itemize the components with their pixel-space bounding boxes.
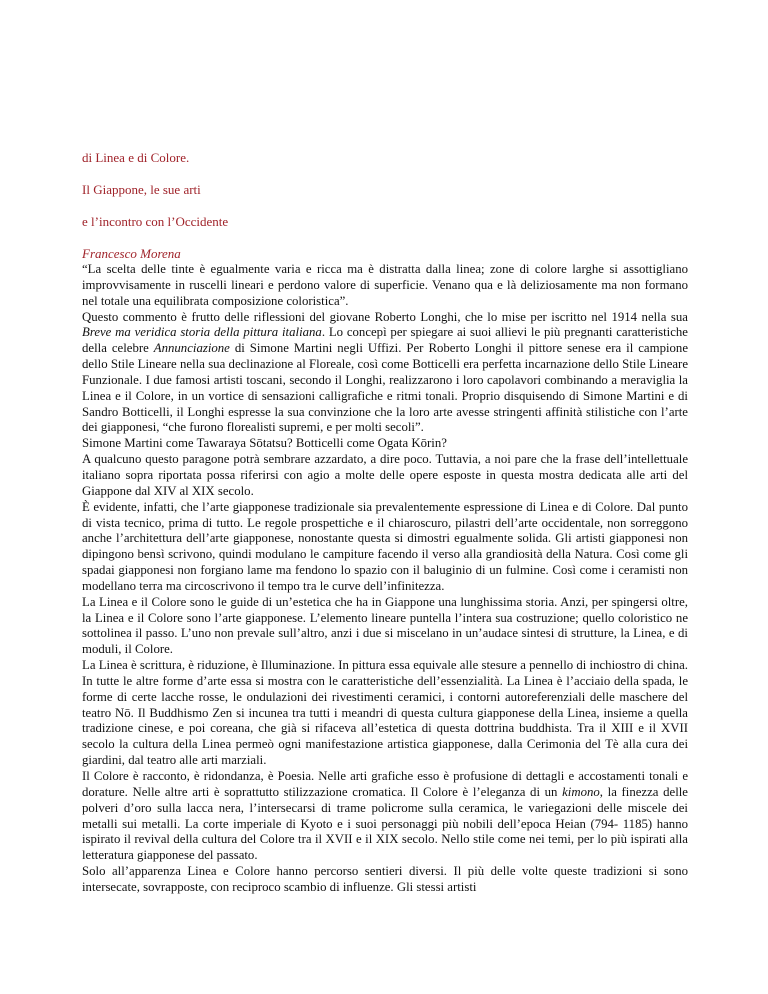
text-run: Solo all’apparenza Linea e Colore hanno percorso sentieri diversi. Il più delle volte queste tradizioni si sono intersecate, sovrapposte, con reciproco scambio di influenze. Gli stessi artisti	[82, 864, 688, 894]
text-run: “La scelta delle tinte è egualmente varia e ricca ma è distratta dalla linea; zone di colore larghe si assottigliano improvvisamente in ruscelli lineari e perdono valore di superficie. Venano qua e là deliziosamente ma non formano nel totale una equilibrata composizione coloristica”.	[82, 262, 688, 308]
author-name: Francesco Morena	[82, 246, 181, 261]
text-run: di Simone Martini negli Uffizi. Per Roberto Longhi il pittore senese era il campione dello Stile Lineare nella sua declinazione al Floreale, così come Botticelli era perfetta incarnazione dello Stile Lineare Funzionale. I due famosi artisti toscani, secondo il Longhi, realizzarono i loro capolavori combinando a meraviglia la Linea e il Colore, in un vortice di sensazioni calligrafiche e ritmi tonali. Proprio disquisendo di Simone Martini e di Sandro Botticelli, il Longhi espresse la sua convinzione che la loro arte avesse stringenti affinità stilistiche con l’arte dei giapponesi, “che furono florealisti supremi, e per molti secoli”.	[82, 341, 688, 435]
paragraph	[82, 595, 688, 658]
paragraph	[82, 262, 688, 310]
italic-text: kimono	[562, 784, 600, 799]
title-line-2: Il Giappone, le sue arti	[82, 182, 201, 197]
title-line-3: e l’incontro con l’Occidente	[82, 214, 229, 229]
text-run: A qualcuno questo paragone potrà sembrare azzardato, a dire poco. Tuttavia, a noi pare che la frase dell’intellettuale italiano sopra riportata possa riferirsi con agio a molte delle opere esposte in questa mostra dedicata alle arti del Giappone dal XIV al XIX secolo.	[82, 452, 688, 498]
italic-text: Breve ma veridica storia della pittura italiana	[82, 325, 322, 340]
paragraph	[82, 310, 688, 437]
text-run: La Linea e il Colore sono le guide di un’estetica che ha in Giappone una lunghissima storia. Anzi, per spingersi oltre, la Linea e il Colore sono l’arte giapponese. L’elemento lineare puntella l’intera sua costruzione; quello coloristico ne sottolinea il passo. L’uno non prevale sull’altro, anzi i due si miscelano in un’audace sintesi di strutture, la Linea, e di moduli, il Colore.	[82, 594, 688, 657]
text-run: , la finezza delle polveri d’oro sulla lacca nera, l’intersecarsi di trame policrome sulla ceramica, le variegazioni delle miscele dei metalli sui metalli. La corte imperiale di Kyoto e i suoi personaggi più nobili dell’epoca Heian (794‑ 1185) hanno ispirato il revival della cultura del Colore tra il XVII e il XIX secolo. Nello stile come nei temi, per lo più ispirati alla letteratura giapponese del passato.	[82, 784, 688, 863]
paragraph	[82, 452, 688, 500]
text-run: Simone Martini come Tawaraya Sōtatsu? Botticelli come Ogata Kōrin?	[82, 436, 447, 451]
paragraph	[82, 769, 688, 864]
article-header	[82, 150, 228, 278]
text-run: Il Colore è racconto, è ridondanza, è Poesia. Nelle arti grafiche esso è profusione di dettagli e accostamenti tonali e dorature. Nelle altre arti è soprattutto stilizzazione cromatica. Il Colore è l’eleganza di un	[82, 769, 688, 799]
italic-text: Annunciazione	[153, 341, 230, 356]
title-line-1: di Linea e di Colore.	[82, 150, 190, 165]
paragraph	[82, 500, 688, 595]
article-body	[82, 262, 688, 896]
paragraph	[82, 658, 688, 769]
text-run: La Linea è scrittura, è riduzione, è Illuminazione. In pittura essa equivale alle stesure a pennello di inchiostro di china. In tutte le altre forme d’arte essa si mostra con le caratteristiche dell’essenzialità. La Linea è l’acciaio della spada, le forme di certe lacche rosse, le ondulazioni dei rivestimenti ceramici, i contorni autoreferenziali delle maschere del teatro Nō. Il Buddhismo Zen si incunea tra tutti i meandri di questa cultura giapponese della Linea, insieme a quella tradizione cinese, e poi coreana, che già si rifaceva all’estetica di questa dottrina buddhista. Tra il XIII e il XVII secolo la cultura della Linea permeò ogni manifestazione artistica giapponese, dalla Cerimonia del Tè alla cura dei giardini, dal teatro alle arti marziali.	[82, 658, 688, 768]
paragraph	[82, 864, 688, 896]
paragraph	[82, 436, 688, 452]
text-run: . Lo concepì per spiegare ai suoi allievi le più pregnanti caratteristiche della celebre	[82, 325, 688, 356]
text-run: È evidente, infatti, che l’arte giapponese tradizionale sia prevalentemente espressione di Linea e di Colore. Dal punto di vista tecnico, prima di tutto. Le regole prospettiche e il chiaroscuro, pilastri dell’arte occidentale, non sorreggono anche l’architettura dell’arte giapponese, nonostante questa si dimostri egualmente solida. Gli artisti giapponesi non dipingono bensì scrivono, quindi modulano le campiture facendo il verso alla grandiosità della Natura. Così come gli spadai giapponesi non forgiano lame ma fendono lo spazio con il baluginio di un fulmine. Così come i ceramisti non modellano terra ma circoscrivono il tempo tra le curve dell’infinitezza.	[82, 499, 688, 593]
text-run: Questo commento è frutto delle riflessioni del giovane Roberto Longhi, che lo mise per iscritto nel 1914 nella sua	[82, 309, 688, 324]
